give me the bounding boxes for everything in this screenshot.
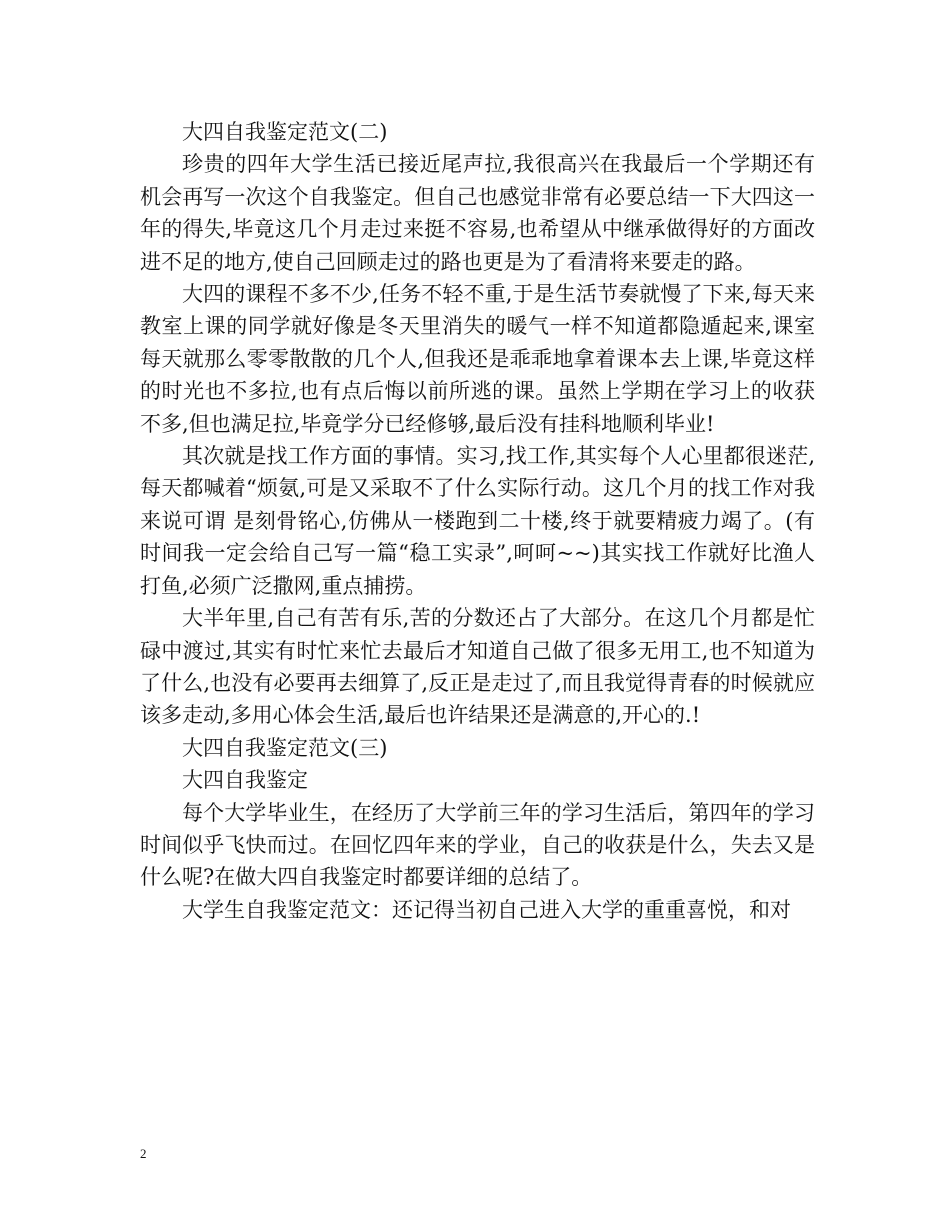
subheading: 大四自我鉴定 bbox=[182, 768, 308, 793]
page-number: 2 bbox=[140, 1146, 147, 1161]
section-heading-2: 大四自我鉴定范文(二) bbox=[182, 120, 388, 144]
paragraph: 大学生自我鉴定范文：还记得当初自己进入大学的重重喜悦，和对 bbox=[182, 897, 791, 922]
paragraph: 其次就是找工作方面的事情。实习,找工作,其实每个人心里都很迷茫,每天都喊着“烦氨,可是又采取不了什么实际行动。这几个月的找工作对我来说可谓 是刻骨铭心,仿佛从一楼跑到二十楼,终于就要精疲力竭了。(有时间我一定会给自己写一篇“稳工实录”,呵呵~~)其实找工作就好比渔人打鱼,必须广泛撒网,重点捕捞。 bbox=[140, 444, 815, 598]
paragraph: 珍贵的四年大学生活已接近尾声拉,我很高兴在我最后一个学期还有机会再写一次这个自我鉴定。但自己也感觉非常有必要总结一下大四这一年的得失,毕竟这几个月走过来挺不容易,也希望从中继承做得好的方面改进不足的地方,使自己回顾走过的路也更是为了看清将来要走的路。 bbox=[140, 152, 815, 274]
section-heading-3: 大四自我鉴定范文(三) bbox=[182, 735, 388, 760]
document-body bbox=[140, 116, 815, 926]
paragraph: 每个大学毕业生，在经历了大学前三年的学习生活后，第四年的学习时间似乎飞快而过。在回忆四年来的学业，自己的收获是什么，失去又是什么呢?在做大四自我鉴定时都要详细的总结了。 bbox=[140, 800, 815, 890]
paragraph: 大四的课程不多不少,任务不轻不重,于是生活节奏就慢了下来,每天来教室上课的同学就好像是冬天里消失的暖气一样不知道都隐遁起来,课室每天就那么零零散散的几个人,但我还是乖乖地拿着课本去上课,毕竟这样的时光也不多拉,也有点后悔以前所逃的课。虽然上学期在学习上的收获不多,但也满足拉,毕竟学分已经修够,最后没有挂科地顺利毕业! bbox=[140, 282, 815, 436]
paragraph: 大半年里,自己有苦有乐,苦的分数还占了大部分。在这几个月都是忙碌中渡过,其实有时忙来忙去最后才知道自己做了很多无用工,也不知道为了什么,也没有必要再去细算了,反正是走过了,而且我觉得青春的时候就应该多走动,多用心体会生活,最后也许结果还是满意的,开心的.! bbox=[140, 606, 815, 728]
